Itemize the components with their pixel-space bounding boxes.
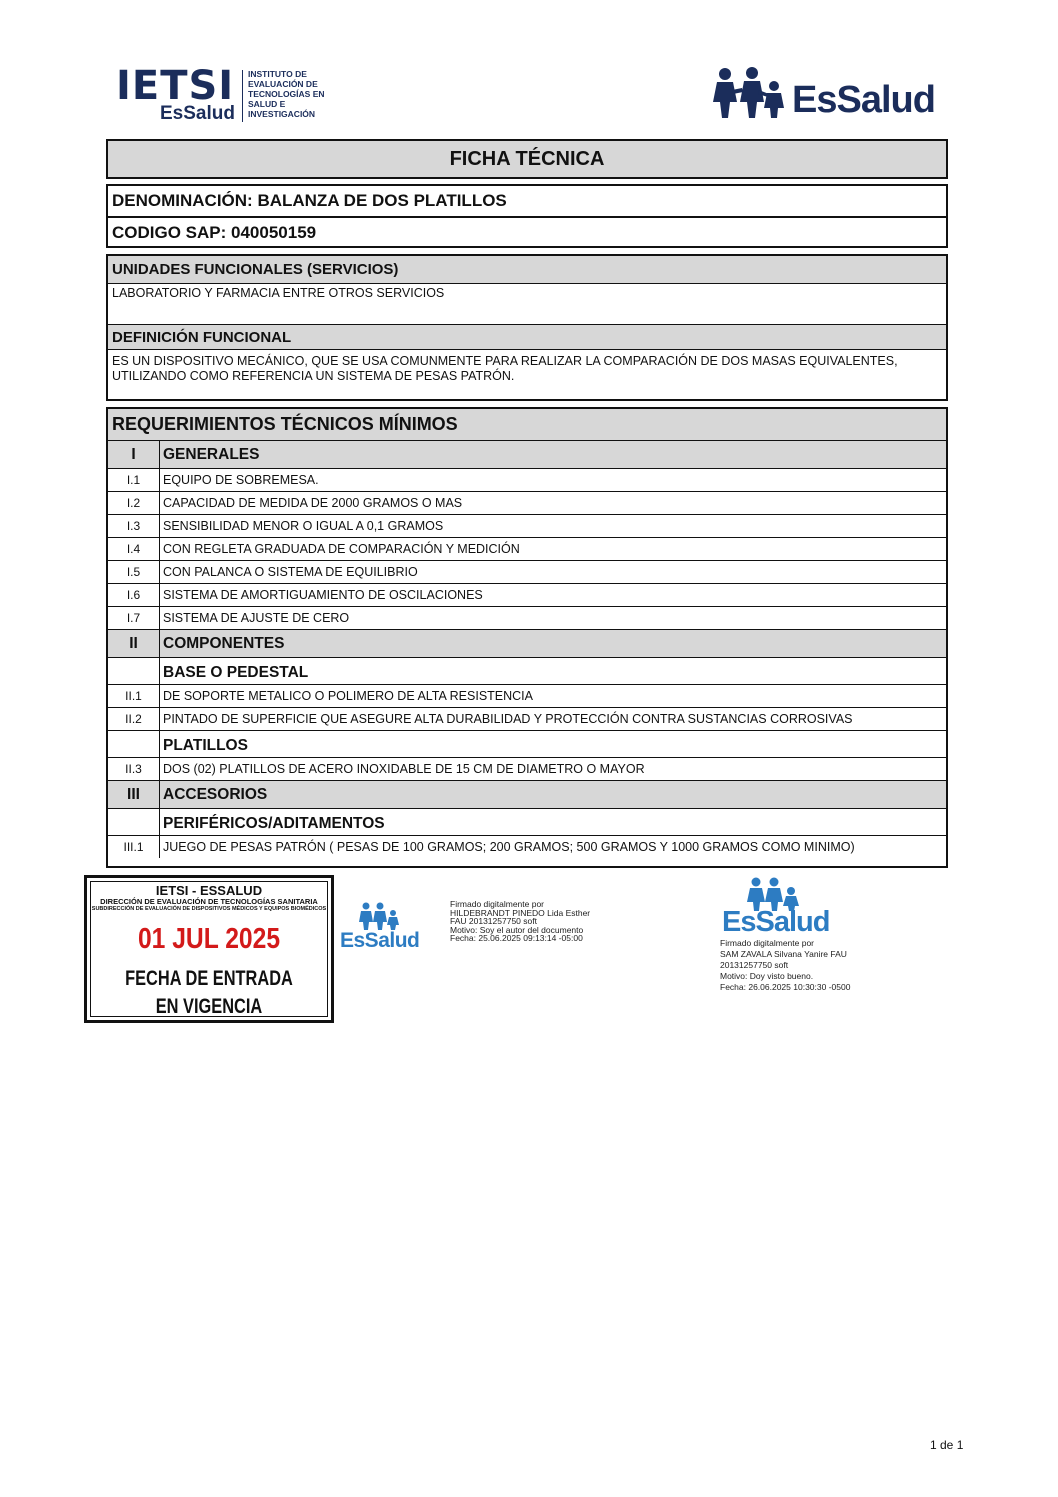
row-code: I.7 — [108, 607, 160, 629]
signature2-logo-word: EsSalud — [722, 906, 830, 938]
table-row — [108, 492, 946, 515]
row-code: I.1 — [108, 469, 160, 491]
page-title: FICHA TÉCNICA — [106, 139, 948, 179]
table-row — [108, 515, 946, 538]
ietsi-logo-main: IETSI — [116, 63, 235, 109]
row-code: II.3 — [108, 758, 160, 780]
definition-heading: DEFINICIÓN FUNCIONAL — [108, 324, 946, 350]
table-row — [108, 708, 946, 731]
ietsi-logo-text: INSTITUTO DE EVALUACIÓN DE TECNOLOGÍAS EN SALUD E INVESTIGACIÓN — [248, 69, 325, 119]
row-text: SISTEMA DE AJUSTE DE CERO — [163, 611, 350, 625]
signature1-logo-word: EsSalud — [340, 929, 420, 952]
subsection-row — [108, 658, 946, 685]
essalud-logo-word: EsSalud — [792, 79, 935, 121]
section-row — [108, 630, 946, 658]
row-text: COMPONENTES — [163, 635, 285, 652]
stamp-direction: DIRECCIÓN DE EVALUACIÓN DE TECNOLOGÍAS SANITARIA — [100, 897, 318, 906]
row-text: ACCESORIOS — [163, 786, 268, 803]
row-text: GENERALES — [163, 446, 260, 463]
signature2-logo — [722, 876, 832, 942]
units-text: LABORATORIO Y FARMACIA ENTRE OTROS SERVICIOS — [112, 286, 445, 300]
requirements-table — [106, 407, 948, 868]
ietsi-logo-divider — [242, 70, 243, 122]
row-text: PINTADO DE SUPERFICIE QUE ASEGURE ALTA DURABILIDAD Y PROTECCIÓN CONTRA SUSTANCIAS CORROSIVAS — [163, 712, 853, 726]
row-text: EQUIPO DE SOBREMESA. — [163, 473, 319, 487]
table-row — [108, 607, 946, 630]
table-row — [108, 469, 946, 492]
row-code: II.2 — [108, 708, 160, 730]
stamp-inner-border — [90, 881, 328, 1017]
row-text: DOS (02) PLATILLOS DE ACERO INOXIDABLE DE 15 CM DE DIAMETRO O MAYOR — [163, 762, 645, 776]
row-text: PLATILLOS — [163, 737, 248, 754]
section-row — [108, 441, 946, 469]
row-text: SENSIBILIDAD MENOR O IGUAL A 0,1 GRAMOS — [163, 519, 444, 533]
essalud-logo — [712, 66, 942, 122]
ietsi-logo-sub: EsSalud — [160, 103, 235, 124]
definition-text: ES UN DISPOSITIVO MECÁNICO, QUE SE USA COMUNMENTE PARA REALIZAR LA COMPARACIÓN DE DOS MASAS EQUIVALENTES, UTILIZANDO COMO REFERENCIA UN SISTEMA DE PESAS PATRÓN. — [112, 354, 898, 383]
table-row — [108, 561, 946, 584]
page-number: 1 de 1 — [930, 1438, 964, 1452]
row-code: II — [108, 630, 160, 657]
table-row — [108, 758, 946, 781]
row-code: III — [108, 781, 160, 808]
row-text: PERIFÉRICOS/ADITAMENTOS — [163, 815, 385, 832]
row-text: JUEGO DE PESAS PATRÓN ( PESAS DE 100 GRAMOS; 200 GRAMOS; 500 GRAMOS Y 1000 GRAMOS COMO MINIMO) — [163, 840, 855, 854]
signature1-logo — [340, 901, 424, 955]
row-code — [108, 809, 160, 835]
stamp-label: FECHA DE ENTRADA EN VIGENCIA — [125, 967, 293, 1018]
table-row — [108, 584, 946, 607]
row-code: I — [108, 441, 160, 468]
ietsi-logo — [116, 63, 336, 126]
requirements-heading: REQUERIMIENTOS TÉCNICOS MÍNIMOS — [108, 409, 946, 441]
signature1-text: Firmado digitalmente por HILDEBRANDT PINEDO Lida Esther FAU 20131257750 soft Motivo: Soy el autor del documento Fecha: 25.06.2025 09:13:14 -05:00 — [450, 899, 591, 943]
units-heading: UNIDADES FUNCIONALES (SERVICIOS) — [108, 256, 946, 284]
row-code: I.3 — [108, 515, 160, 537]
family-icon — [712, 66, 792, 120]
row-code: I.4 — [108, 538, 160, 560]
row-text: SISTEMA DE AMORTIGUAMIENTO DE OSCILACIONES — [163, 588, 483, 602]
stamp-subdirection: SUBDIRECCIÓN DE EVALUACIÓN DE DISPOSITIVOS MÉDICOS Y EQUIPOS BIOMÉDICOS — [91, 906, 327, 912]
row-code — [108, 658, 160, 684]
table-row — [108, 685, 946, 708]
denomination: DENOMINACIÓN: BALANZA DE DOS PLATILLOS — [112, 191, 507, 210]
table-row — [108, 538, 946, 561]
effective-date-stamp — [84, 875, 334, 1023]
row-text: BASE O PEDESTAL — [163, 664, 309, 681]
stamp-org: IETSI - ESSALUD — [155, 883, 263, 898]
stamp-date: 01 JUL 2025 — [137, 923, 281, 955]
row-code: I.6 — [108, 584, 160, 606]
row-code: I.2 — [108, 492, 160, 514]
subsection-row — [108, 809, 946, 836]
section-row — [108, 781, 946, 809]
row-code — [108, 731, 160, 757]
sap-code: CODIGO SAP: 040050159 — [108, 216, 946, 248]
row-code: III.1 — [108, 836, 160, 858]
requirements-rows — [108, 441, 946, 858]
family-icon — [358, 901, 402, 931]
table-row — [108, 836, 946, 858]
subsection-row — [108, 731, 946, 758]
signature2-text: Firmado digitalmente por SAM ZAVALA Silvana Yanire FAU 20131257750 soft Motivo: Doy visto bueno. Fecha: 26.06.2025 10:30:30 -0500 — [720, 938, 851, 992]
row-code: II.1 — [108, 685, 160, 707]
row-text: CON PALANCA O SISTEMA DE EQUILIBRIO — [163, 565, 418, 579]
functional-box — [106, 254, 948, 401]
row-text: CAPACIDAD DE MEDIDA DE 2000 GRAMOS O MAS — [163, 496, 463, 510]
row-text: DE SOPORTE METALICO O POLIMERO DE ALTA RESISTENCIA — [163, 689, 533, 703]
row-text: CON REGLETA GRADUADA DE COMPARACIÓN Y MEDICIÓN — [163, 542, 520, 556]
denomination-box — [106, 184, 948, 248]
row-code: I.5 — [108, 561, 160, 583]
